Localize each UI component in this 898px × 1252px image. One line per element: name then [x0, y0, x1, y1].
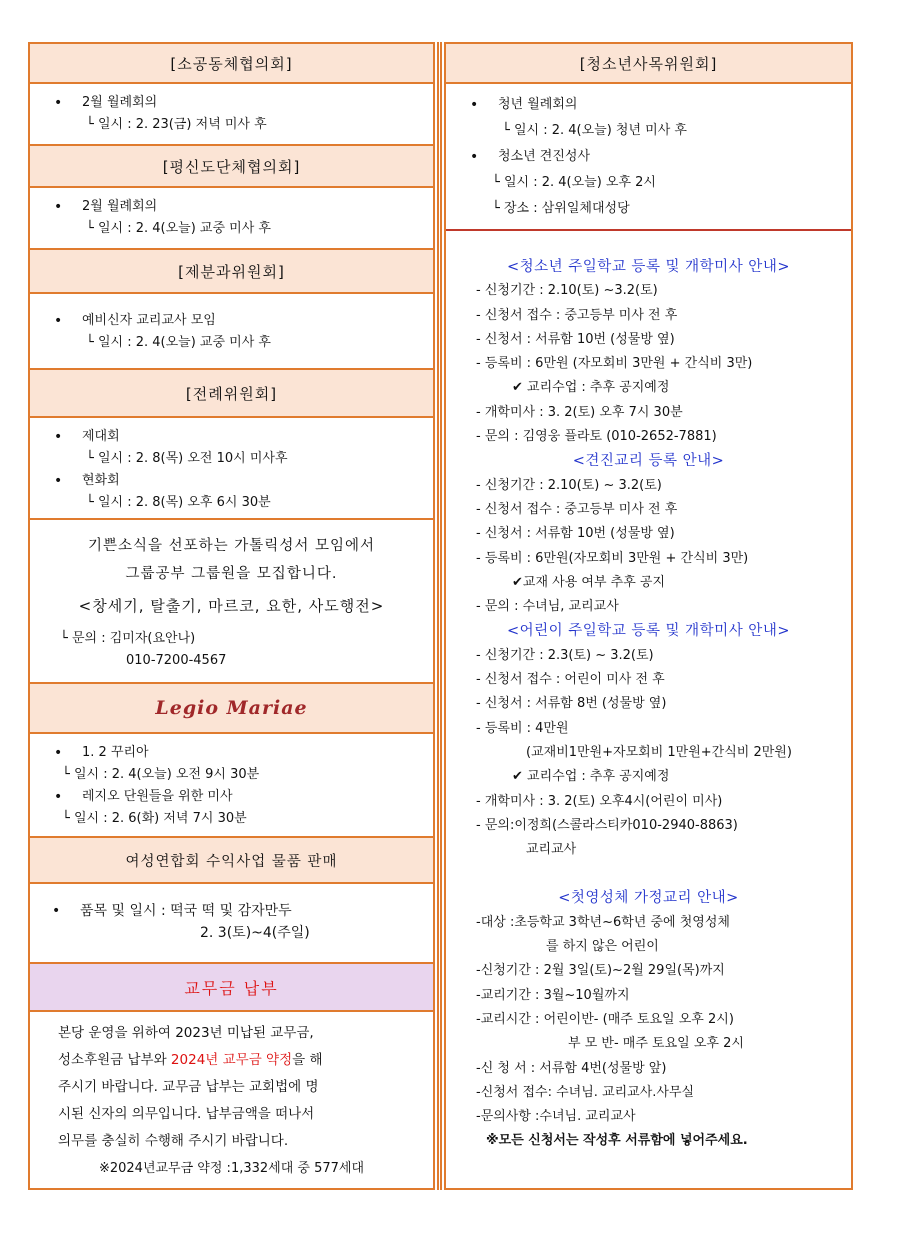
detail-line: - 문의 : 김영웅 플라토 (010-2652-7881) — [476, 429, 717, 445]
submission-note: ※모든 신청서는 작성후 서류함에 넣어주세요. — [486, 1133, 748, 1149]
offering-line: 시된 신자의 의무입니다. 납부금액을 떠나서 — [58, 1106, 315, 1122]
detail-line: - 신청기간 : 2.10(토) ~ 3.2(토) — [476, 477, 662, 493]
detail-line: -대상 :초등학교 3학년~6학년 중에 첫영성체 — [476, 914, 730, 930]
section-women — [30, 884, 433, 964]
list-subitem: └ 일시 : 2. 4(오늘) 청년 미사 후 — [502, 123, 687, 138]
notice-heading-first-communion: <첫영성체 가정교리 안내> — [558, 890, 739, 907]
detail-line: - 개학미사 : 3. 2(토) 오후 7시 30분 — [476, 404, 683, 420]
list-subitem: └ 일시 : 2. 4(오늘) 오전 9시 30분 — [62, 767, 260, 782]
bulletin-page — [28, 42, 853, 1190]
first-communion-details — [446, 911, 851, 1154]
detail-line: (교재비1만원+자모회비 1만원+간식비 2만원) — [526, 744, 792, 760]
detail-line: -신청기간 : 2월 3일(토)~2월 29일(목)까지 — [476, 963, 725, 979]
section-header-women: 여성연합회 수익사업 물품 판매 — [30, 838, 433, 884]
list-item: • 품목 및 일시 : 떡국 떡 및 감자만두 — [30, 900, 433, 922]
list-subitem: └ 일시 : 2. 23(금) 저녁 미사 후 — [86, 117, 267, 132]
kids-details — [446, 644, 851, 863]
detail-line: 부 모 반- 매주 토요일 오후 2시 — [568, 1036, 744, 1052]
sale-dates: 2. 3(토)~4(주일) — [200, 925, 310, 941]
detail-line: 교리교사 — [526, 842, 577, 858]
column-divider — [437, 42, 442, 1190]
detail-line: - 신청기간 : 2.3(토) ~ 3.2(토) — [476, 647, 654, 663]
list-subitem: └ 일시 : 2. 8(목) 오후 6시 30분 — [86, 495, 271, 510]
detail-line: -교리시간 : 어린이반- (매주 토요일 오후 2시) — [476, 1011, 734, 1027]
offering-text: 을 해 — [292, 1052, 323, 1068]
section-youth-ministry — [446, 84, 851, 231]
teen-details — [446, 279, 851, 449]
detail-line: -교리기간 : 3월~10월까지 — [476, 987, 630, 1003]
list-item: • 청소년 견진성사 — [446, 144, 851, 170]
offering-line — [58, 1047, 405, 1074]
list-item: • 청년 월례회의 — [446, 92, 851, 118]
section-offering — [30, 1012, 433, 1190]
offering-line: 본당 운영을 위하여 2023년 미납된 교무금, — [58, 1025, 314, 1041]
section-laity — [30, 188, 433, 250]
detail-line: - 신청서 : 서류함 10번 (성물방 옆) — [476, 331, 675, 347]
detail-line: - 문의 : 수녀님, 교리교사 — [476, 599, 619, 615]
pledge-note: ※2024년교무금 약정 :1,332세대 중 577세대 — [98, 1161, 365, 1176]
detail-line: ✔교재 사용 여부 추후 공지 — [512, 574, 666, 590]
list-item: • 예비신자 교리교사 모임 — [30, 310, 433, 332]
book-list: <창세기, 탈출기, 마르코, 요한, 사도행전> — [78, 597, 385, 615]
notice-line: 기쁜소식을 선포하는 가톨릭성서 모임에서 — [88, 538, 375, 554]
offering-line: 의무를 충실히 수행해 주시기 바랍니다. — [58, 1133, 289, 1149]
list-item: • 1. 2 꾸리아 — [30, 742, 433, 764]
detail-line: - 신청서 : 서류함 8번 (성물방 옆) — [476, 696, 667, 712]
detail-line: - 신청서 접수 : 중고등부 미사 전 후 — [476, 501, 678, 517]
detail-line: - 신청서 : 서류함 10번 (성물방 옆) — [476, 526, 675, 542]
section-header-legio: Legio Mariae — [30, 684, 433, 734]
detail-line: - 신청서 접수 : 어린이 미사 전 후 — [476, 672, 665, 688]
notice-heading-kids: <어린이 주일학교 등록 및 개학미사 안내> — [507, 623, 790, 640]
detail-line: -신청서 접수: 수녀님. 교리교사.사무실 — [476, 1084, 695, 1100]
right-column — [444, 42, 853, 1190]
spacer — [446, 862, 851, 886]
section-liturgy — [30, 418, 433, 520]
list-item: • 레지오 단원들을 위한 미사 — [30, 786, 433, 808]
confirmation-details — [446, 474, 851, 620]
offering-line: 주시기 바랍니다. 교무금 납부는 교회법에 명 — [58, 1079, 319, 1095]
detail-line: 를 하지 않은 어린이 — [546, 939, 659, 955]
list-item: • 현화회 — [30, 470, 433, 492]
list-subitem: └ 일시 : 2. 4(오늘) 교중 미사 후 — [86, 335, 271, 350]
detail-line: - 개학미사 : 3. 2(토) 오후4시(어린이 미사) — [476, 793, 723, 809]
section-header-laity: [평신도단체협의회] — [30, 146, 433, 188]
notice-line: 그룹공부 그룹원을 모집합니다. — [125, 566, 338, 582]
pledge-highlight: 2024년 교무금 약정 — [170, 1052, 293, 1068]
detail-line: ✔ 교리수업 : 추후 공지예정 — [512, 769, 670, 785]
contact-name: └ 문의 : 김미자(요안나) — [60, 631, 196, 646]
detail-line: - 등록비 : 6만원 (자모회비 3만원 + 간식비 3만) — [476, 356, 753, 372]
section-header-small-community: [소공동체협의회] — [30, 44, 433, 84]
list-item: • 제대회 — [30, 426, 433, 448]
detail-line: -신 청 서 : 서류함 4번(성물방 앞) — [476, 1060, 667, 1076]
detail-line: - 신청기간 : 2.10(토) ~3.2(토) — [476, 283, 658, 299]
detail-line: - 등록비 : 6만원(자모회비 3만원 + 간식비 3만) — [476, 550, 749, 566]
detail-line: ✔ 교리수업 : 추후 공지예정 — [512, 380, 670, 396]
detail-line: - 신청서 접수 : 중고등부 미사 전 후 — [476, 307, 678, 323]
list-item: • 2월 월례회의 — [30, 196, 433, 218]
detail-line: -문의사항 :수녀님. 교리교사 — [476, 1109, 636, 1125]
section-bible-study — [30, 520, 433, 684]
section-header-liturgy: [전례위원회] — [30, 370, 433, 418]
list-subitem: └ 일시 : 2. 6(화) 저녁 7시 30분 — [62, 811, 247, 826]
notice-heading-confirmation: <견진교리 등록 안내> — [572, 453, 725, 470]
list-subitem: └ 일시 : 2. 4(오늘) 오후 2시 — [492, 175, 656, 190]
detail-line: - 등록비 : 4만원 — [476, 720, 569, 736]
section-committees — [30, 294, 433, 370]
registration-notices — [446, 231, 851, 1154]
contact-phone: 010-7200-4567 — [126, 653, 227, 668]
section-header-offering: 교무금 납부 — [30, 964, 433, 1012]
left-column — [28, 42, 435, 1190]
detail-line: - 문의:이정희(스콜라스티카010-2940-8863) — [476, 817, 738, 833]
offering-text: 성소후원금 납부와 — [58, 1052, 171, 1068]
notice-heading-teen: <청소년 주일학교 등록 및 개학미사 안내> — [507, 259, 790, 275]
section-legio — [30, 734, 433, 838]
list-subitem: └ 일시 : 2. 4(오늘) 교중 미사 후 — [86, 221, 271, 236]
section-header-committees: [제분과위원회] — [30, 250, 433, 294]
list-subitem: └ 장소 : 삼위일체대성당 — [492, 201, 630, 216]
section-header-youth-ministry: [청소년사목위원회] — [446, 44, 851, 84]
list-item: • 2월 월례회의 — [30, 92, 433, 114]
list-subitem: └ 일시 : 2. 8(목) 오전 10시 미사후 — [86, 451, 288, 466]
section-small-community — [30, 84, 433, 146]
